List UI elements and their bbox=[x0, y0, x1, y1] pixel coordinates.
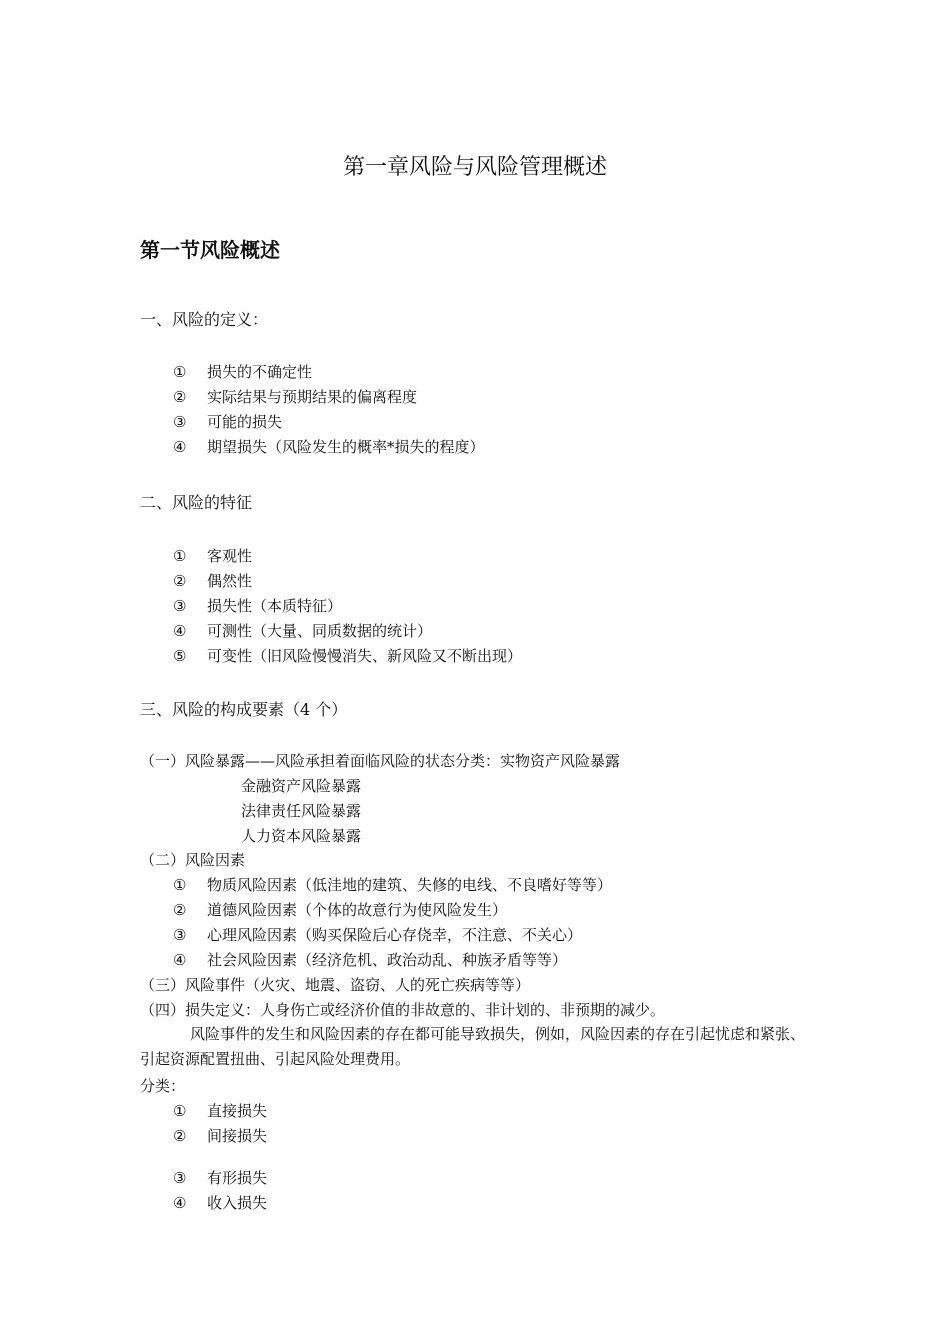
list-item bbox=[173, 387, 417, 407]
list-text: 可变性（旧风险慢慢消失、新风险又不断出现） bbox=[207, 647, 523, 665]
list-text: 可能的损失 bbox=[207, 413, 283, 431]
list-number: ③ bbox=[173, 413, 187, 431]
part1-heading: 一、风险的定义： bbox=[140, 310, 269, 329]
list-item bbox=[173, 950, 567, 970]
list-text: 实际结果与预期结果的偏离程度 bbox=[207, 388, 418, 406]
list-text: 损失的不确定性 bbox=[207, 363, 313, 381]
list-text: 期望损失（风险发生的概率*损失的程度） bbox=[207, 438, 485, 456]
list-number: ③ bbox=[173, 597, 187, 615]
exposure-sub-item: 金融资产风险暴露 bbox=[241, 777, 362, 795]
list-number: ④ bbox=[173, 951, 187, 969]
list-item bbox=[173, 596, 342, 616]
list-text: 有形损失 bbox=[207, 1169, 268, 1187]
exposure-sub-item: 人力资本风险暴露 bbox=[241, 827, 362, 845]
list-text: 社会风险因素（经济危机、政治动乱、种族矛盾等等） bbox=[207, 951, 568, 969]
list-number: ⑤ bbox=[173, 647, 187, 665]
list-text: 损失性（本质特征） bbox=[207, 597, 343, 615]
list-item bbox=[173, 437, 485, 457]
classify-label: 分类： bbox=[140, 1077, 186, 1095]
list-number: ④ bbox=[173, 438, 187, 456]
section-title: 第一节风险概述 bbox=[140, 238, 280, 262]
list-item bbox=[173, 571, 252, 591]
loss-paragraph: 风险事件的发生和风险因素的存在都可能导致损失，例如，风险因素的存在引起忧虑和紧张、引起资源配置扭曲、引起风险处理费用。 bbox=[140, 1025, 806, 1068]
list-item bbox=[173, 646, 522, 666]
list-text: 直接损失 bbox=[207, 1102, 268, 1120]
list-number: ② bbox=[173, 388, 187, 406]
list-text: 偶然性 bbox=[207, 572, 253, 590]
exposure-line: （一）风险暴露——风险承担着面临风险的状态分类：实物资产风险暴露 bbox=[140, 752, 621, 770]
list-item bbox=[173, 1168, 267, 1188]
list-number: ④ bbox=[173, 1194, 187, 1212]
list-number: ③ bbox=[173, 926, 187, 944]
list-text: 道德风险因素（个体的故意行为使风险发生） bbox=[207, 901, 508, 919]
list-item bbox=[173, 1126, 267, 1146]
list-text: 可测性（大量、同质数据的统计） bbox=[207, 622, 433, 640]
list-item bbox=[173, 621, 432, 641]
list-text: 客观性 bbox=[207, 547, 253, 565]
list-number: ① bbox=[173, 363, 187, 381]
list-text: 心理风险因素（购买保险后心存侥幸，不注意、不关心） bbox=[207, 926, 583, 944]
list-text: 物质风险因素（低洼地的建筑、失修的电线、不良嗜好等等） bbox=[207, 876, 613, 894]
list-item bbox=[173, 546, 252, 566]
list-item bbox=[173, 925, 582, 945]
list-item bbox=[173, 1193, 267, 1213]
chapter-title: 第一章风险与风险管理概述 bbox=[342, 155, 607, 180]
list-item bbox=[173, 900, 507, 920]
list-item bbox=[173, 1101, 267, 1121]
list-number: ① bbox=[173, 547, 187, 565]
list-item bbox=[173, 875, 612, 895]
list-number: ② bbox=[173, 901, 187, 919]
list-number: ② bbox=[173, 572, 187, 590]
list-item bbox=[173, 362, 312, 382]
list-number: ① bbox=[173, 876, 187, 894]
part2-heading: 二、风险的特征 bbox=[140, 493, 253, 512]
list-text: 收入损失 bbox=[207, 1194, 268, 1212]
list-number: ④ bbox=[173, 622, 187, 640]
loss-definition: （四）损失定义：人身伤亡或经济价值的非故意的、非计划的、非预期的减少。 bbox=[140, 1001, 666, 1019]
events-line: （三）风险事件（火灾、地震、盗窃、人的死亡疾病等等） bbox=[140, 976, 531, 994]
list-number: ② bbox=[173, 1127, 187, 1145]
list-number: ③ bbox=[173, 1169, 187, 1187]
factors-heading: （二）风险因素 bbox=[140, 851, 246, 869]
list-text: 间接损失 bbox=[207, 1127, 268, 1145]
exposure-sub-item: 法律责任风险暴露 bbox=[241, 802, 362, 820]
part3-heading: 三、风险的构成要素（4 个） bbox=[140, 700, 348, 719]
list-number: ① bbox=[173, 1102, 187, 1120]
list-item bbox=[173, 412, 282, 432]
